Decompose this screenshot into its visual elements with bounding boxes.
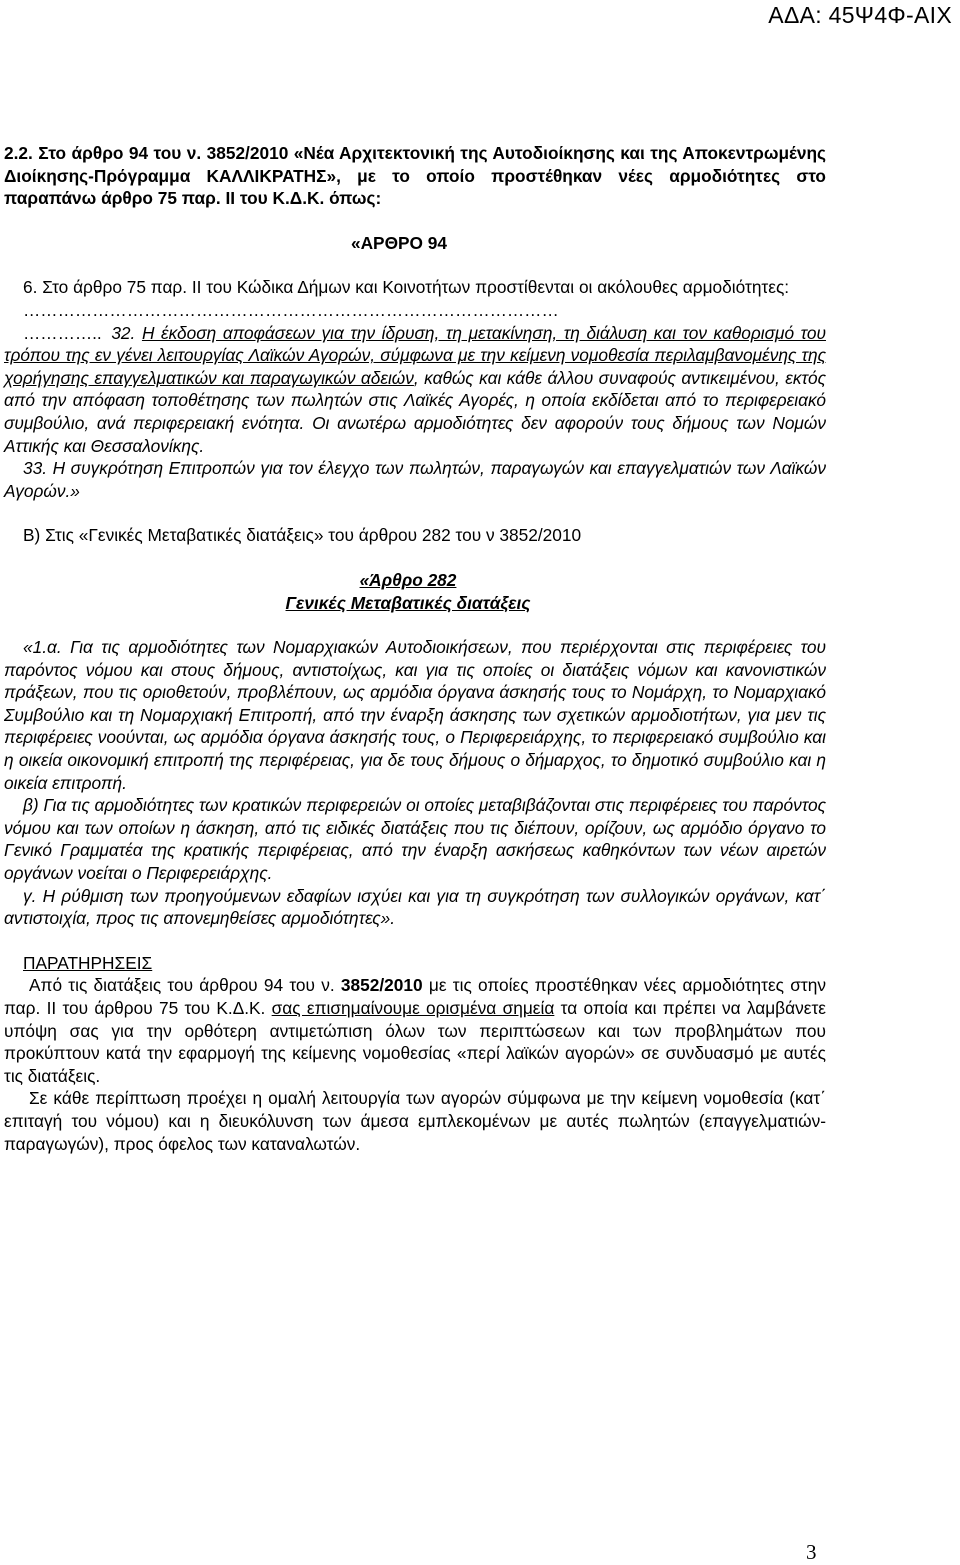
dots-line-1: ………………………………………………………………………………… (23, 299, 559, 320)
section-b-intro: Β) Στις «Γενικές Μεταβατικές διατάξεις» του άρθρου 282 του ν 3852/2010 (23, 525, 582, 546)
notes-p1-underlined: σας επισημαίνουμε ορισμένα σημεία (271, 998, 555, 1018)
section-2-2-intro: 2.2. Στο άρθρο 94 του ν. 3852/2010 «Νέα Αρχιτεκτονική της Αυτοδιοίκησης και της Αποκεντρωμένης Διοίκησης-Πρόγραμμα ΚΑΛΛΙΚΡΑΤΗΣ», με το οποίο προστέθηκαν νέες αρμοδιότητες στο παραπάνω άρθρο 75 παρ. ΙΙ του Κ.Δ.Κ. όπως: (4, 143, 826, 209)
article-282-title: «Άρθρο 282 (359, 569, 457, 590)
notes-p1-part-a: Από τις διατάξεις του άρθρου 94 του ν. (29, 975, 341, 996)
paragraph-c: γ. Η ρύθμιση των προηγούμενων εδαφίων ισχύει και για τη συγκρότηση των συλλογικών οργάνων, κατ΄ αντιστοιχία, προς τις απονεμηθείσες αρμοδιότητες». (4, 885, 826, 929)
item-32-prefix: 32. (104, 322, 142, 343)
notes-paragraph-1 (4, 974, 826, 1087)
paragraph-b: β) Για τις αρμοδιότητες των κρατικών περιφερειών οι οποίες μεταβιβάζονται στις περιφέρειες του παρόντος νόμου και των οποίων η άσκηση, από τις ειδικές διατάξεις που τις διέπουν, ορίζουν, ως αρμόδιο όργανο το Γενικό Γραμματέα της κρατικής περιφέρειας, από την έναρξη ασκήσεως καθηκόντων των νέων αιρετών οργάνων νοείται ο Περιφερειάρχης. (4, 795, 826, 884)
item-32-rest: , καθώς και κάθε άλλου συναφούς αντικειμένου, εκτός από την απόφαση τοποθέτησης των πωλητών στις Λαϊκές Αγορές, η οποία εκδίδεται από το περιφερειακό συμβούλιο, ανά περιφερειακή ενότητα. Οι ανωτέρω αρμοδιότητες δεν αφορούν τους δήμους των Νομών Αττικής και Θεσσαλονίκης. (4, 367, 826, 456)
item-32 (4, 322, 826, 458)
dots-line-2: ………….. (23, 322, 102, 343)
notes-paragraph-2: Σε κάθε περίπτωση προέχει η ομαλή λειτουργία των αγορών σύμφωνα με την κείμενη νομοθεσία (κατ΄ επιταγή του νόμου) και η διευκόλυνση των άμεσα εμπλεκομένων με αυτές πωλητών (επαγγελματιών- παραγωγών), προς όφελος των καταναλωτών. (4, 1088, 826, 1154)
article-282-subtitle: Γενικές Μεταβατικές διατάξεις (285, 592, 531, 613)
article-94-title: «ΑΡΘΡΟ 94 (350, 232, 448, 253)
document-body (4, 142, 826, 1155)
paragraph-6: 6. Στο άρθρο 75 παρ. ΙΙ του Κώδικα Δήμων και Κοινοτήτων προστίθενται οι ακόλουθες αρμοδιότητες: (23, 277, 790, 298)
item-32-underlined: Η έκδοση αποφάσεων για την ίδρυση, τη μετακίνηση, τη διάλυση και τον καθορισμό του τρόπου της εν γένει λειτουργίας Λαϊκών Αγορών, σύμφωνα με την κείμενη νομοθεσία περιλαμβανομένης της χορήγησης επαγγελματικών και παραγωγικών αδειών (4, 322, 826, 388)
notes-heading: ΠΑΡΑΤΗΡΗΣΕΙΣ (23, 952, 153, 973)
notes-p1-part-c: τα οποία και πρέπει να λαμβάνετε υπόψη σας για την ορθότερη αντιμετώπιση όλων των περιπτώσεων και των προβλημάτων που προκύπτουν κατά την εφαρμογή της κείμενης νομοθεσίας «περί λαϊκών αγορών» σε συνδυασμό με αυτές τις διατάξεις. (4, 998, 826, 1086)
paragraph-1a: «1.α. Για τις αρμοδιότητες των Νομαρχιακών Αυτοδιοικήσεων, που περιέρχονται στις περιφέρειες του παρόντος νόμου και στους δήμους, αντιστοίχως, και για τις οποίες οι διατάξεις νόμων και κανονιστικών πράξεων, που τις οριοθετούν, προβλέπουν, ως αρμόδια όργανα άσκησής τους το Νομάρχη, το Νομαρχιακό Συμβούλιο και τη Νομαρχιακή Επιτροπή, από την έναρξη άσκησης των σχετικών αρμοδιοτήτων, για μεν τις περιφέρειες νοούνται, ως αρμόδια όργανα άσκησής τους, ο Περιφερειάρχης, το περιφερειακό συμβούλιο και η οικεία οικονομική επιτροπή της περιφέρειας, για δε τους δήμους ο δήμαρχος, το δημοτικό συμβούλιο και η οικεία επιτροπή. (4, 637, 826, 793)
ada-code: ΑΔΑ: 45Ψ4Φ-ΑΙΧ (768, 2, 952, 28)
law-number: 3852/2010 (340, 975, 423, 996)
notes-p1-part-b: με τις οποίες προστέθηκαν νέες αρμοδιότητες στην παρ. ΙΙ του άρθρου 75 του Κ.Δ.Κ. (4, 975, 826, 1018)
page-number: 3 (806, 1540, 817, 1564)
item-33: 33. Η συγκρότηση Επιτροπών για τον έλεγχο των πωλητών, παραγωγών και επαγγελματιών των Λαϊκών Αγορών.» (4, 458, 826, 501)
